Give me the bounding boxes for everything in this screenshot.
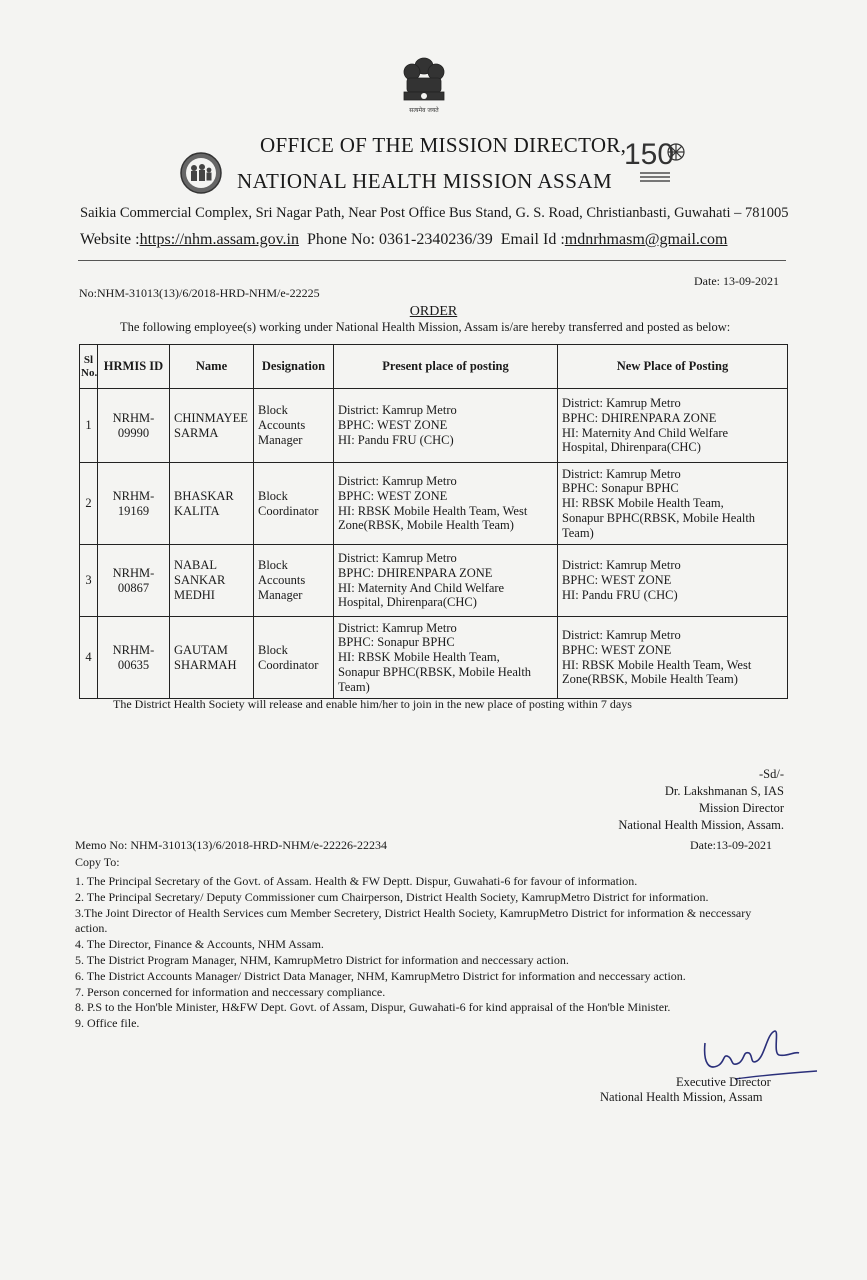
email-link[interactable]: mdnrhmasm@gmail.com <box>564 231 728 248</box>
col-header-present: Present place of posting <box>334 345 558 389</box>
office-title-line1: OFFICE OF THE MISSION DIRECTOR, <box>260 133 627 157</box>
contact-line <box>80 231 727 249</box>
cell-name: NABAL SANKAR MEDHI <box>170 545 254 617</box>
list-item: 5. The District Program Manager, NHM, KamrupMetro District for information and neccessary action. <box>75 952 569 967</box>
signatory-name: Dr. Lakshmanan S, IAS <box>664 784 784 798</box>
office-title-line2: NATIONAL HEALTH MISSION ASSAM <box>237 169 613 193</box>
list-item: 3.The Joint Director of Health Services cum Member Secretery, District Health Society, KamrupMetro District for information & neccessary action. <box>75 905 752 936</box>
cell-new-posting: District: Kamrup Metro BPHC: DHIRENPARA ZONE HI: Maternity And Child Welfare Hospital, Dhirenpara(CHC) <box>558 389 788 463</box>
col-header-sl: Sl No. <box>80 345 98 389</box>
cell-sl: 1 <box>80 389 98 463</box>
phone-number: Phone No: 0361-2340236/39 <box>307 231 493 248</box>
website-link[interactable]: https://nhm.assam.gov.in <box>139 231 299 248</box>
list-item: 4. The Director, Finance & Accounts, NHM Assam. <box>75 937 324 952</box>
list-item: 6. The District Accounts Manager/ District Data Manager, NHM, KamrupMetro District for information and neccessary action. <box>75 968 686 983</box>
cell-hrmis: NRHM- 00635 <box>98 617 170 699</box>
cell-sl: 2 <box>80 463 98 545</box>
col-header-designation: Designation <box>254 345 334 389</box>
order-date: Date: 13-09-2021 <box>694 274 779 288</box>
gandhi-150-logo-icon <box>622 128 690 188</box>
list-item: 7. Person concerned for information and neccessary compliance. <box>75 984 386 999</box>
cell-designation: Block Accounts Manager <box>254 389 334 463</box>
executive-director-title: Executive Director <box>676 1075 771 1089</box>
order-heading: ORDER <box>409 304 458 319</box>
cell-sl: 4 <box>80 617 98 699</box>
office-address: Saikia Commercial Complex, Sri Nagar Path, Near Post Office Bus Stand, G. S. Road, Christianbasti, Guwahati – 781005 <box>80 205 789 221</box>
cell-new-posting: District: Kamrup Metro BPHC: WEST ZONE HI: RBSK Mobile Health Team, West Zone(RBSK, Mobile Health Team) <box>558 617 788 699</box>
cell-designation: Block Coordinator <box>254 617 334 699</box>
order-intro: The following employee(s) working under National Health Mission, Assam is/are hereby transferred and posted as below: <box>120 320 731 334</box>
cell-hrmis: NRHM- 00867 <box>98 545 170 617</box>
state-emblem-icon <box>395 52 453 122</box>
copy-to-label: Copy To: <box>75 855 120 869</box>
table-row <box>80 463 788 545</box>
list-item: 2. The Principal Secretary/ Deputy Commissioner cum Chairperson, District Health Society, KamrupMetro District for information. <box>75 889 709 904</box>
website-label: Website : <box>80 231 140 248</box>
table-header-row <box>80 345 788 389</box>
table-row <box>80 389 788 463</box>
emblem-motto: सत्यमेव जयते <box>409 107 439 114</box>
list-item: 8. P.S to the Hon'ble Minister, H&FW Dept. Govt. of Assam, Dispur, Guwahati-6 for kind appraisal of the Hon'ble Minister. <box>75 1000 671 1015</box>
table-row <box>80 545 788 617</box>
cell-present-posting: District: Kamrup Metro BPHC: WEST ZONE HI: RBSK Mobile Health Team, West Zone(RBSK, Mobile Health Team) <box>334 463 558 545</box>
header-divider <box>78 260 786 261</box>
signatory-org: National Health Mission, Assam. <box>618 818 784 832</box>
cell-hrmis: NRHM- 09990 <box>98 389 170 463</box>
col-header-hrmis: HRMIS ID <box>98 345 170 389</box>
mission-director-signature-block <box>600 766 784 834</box>
email-label: Email Id : <box>500 231 565 248</box>
order-ref-no: No:NHM-31013(13)/6/2018-HRD-NHM/e-22225 <box>79 286 320 300</box>
col-header-name: Name <box>170 345 254 389</box>
handwritten-signature <box>695 1023 820 1083</box>
sd-mark: -Sd/- <box>759 767 784 781</box>
list-item: 1. The Principal Secretary of the Govt. of Assam. Health & FW Deptt. Dispur, Guwahati-6 for favour of information. <box>75 874 638 888</box>
cell-name: CHINMAYEE SARMA <box>170 389 254 463</box>
col-header-new: New Place of Posting <box>558 345 788 389</box>
cell-name: BHASKAR KALITA <box>170 463 254 545</box>
memo-date: Date:13-09-2021 <box>690 838 772 852</box>
cell-present-posting: District: Kamrup Metro BPHC: DHIRENPARA ZONE HI: Maternity And Child Welfare Hospital, Dhirenpara(CHC) <box>334 545 558 617</box>
signatory-title: Mission Director <box>698 801 784 815</box>
cell-present-posting: District: Kamrup Metro BPHC: Sonapur BPHC HI: RBSK Mobile Health Team, Sonapur BPHC(RBSK, Mobile Health Team) <box>334 617 558 699</box>
nhm-logo-icon <box>175 150 227 196</box>
list-item: 9. Office file. <box>75 1016 140 1031</box>
cell-designation: Block Coordinator <box>254 463 334 545</box>
cell-name: GAUTAM SHARMAH <box>170 617 254 699</box>
logo-150-number: 150 <box>624 138 675 171</box>
cell-sl: 3 <box>80 545 98 617</box>
cell-designation: Block Accounts Manager <box>254 545 334 617</box>
cell-hrmis: NRHM- 19169 <box>98 463 170 545</box>
table-row <box>80 617 788 699</box>
cell-present-posting: District: Kamrup Metro BPHC: WEST ZONE HI: Pandu FRU (CHC) <box>334 389 558 463</box>
cell-new-posting: District: Kamrup Metro BPHC: WEST ZONE HI: Pandu FRU (CHC) <box>558 545 788 617</box>
release-note: The District Health Society will release and enable him/her to join in the new place of posting within 7 days <box>113 697 632 711</box>
executive-director-org: National Health Mission, Assam <box>600 1090 763 1104</box>
cell-new-posting: District: Kamrup Metro BPHC: Sonapur BPHC HI: RBSK Mobile Health Team, Sonapur BPHC(RBSK, Mobile Health Team) <box>558 463 788 545</box>
transfer-table <box>79 344 788 699</box>
memo-no: Memo No: NHM-31013(13)/6/2018-HRD-NHM/e-22226-22234 <box>75 838 387 852</box>
copy-to-list <box>75 874 775 1032</box>
